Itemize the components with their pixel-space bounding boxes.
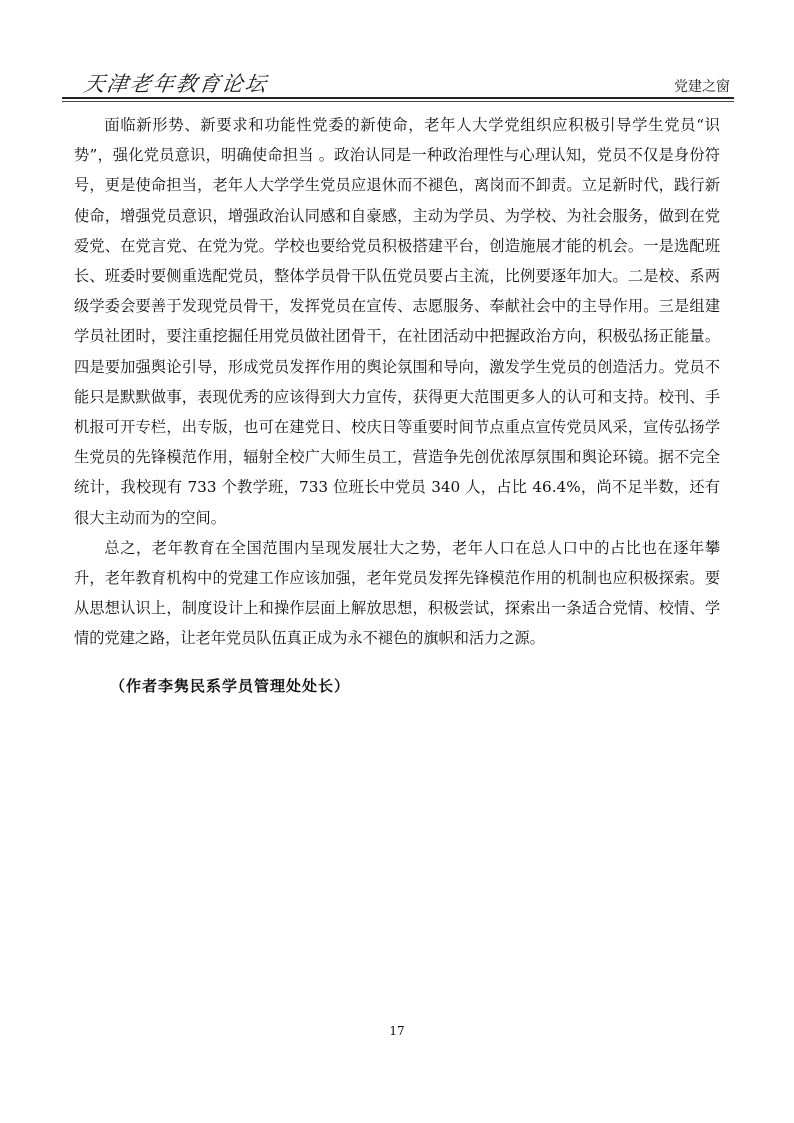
section-title: 党建之窗: [674, 79, 730, 95]
article-body: [74, 110, 720, 654]
header-divider-thin: [62, 101, 734, 102]
body-paragraph: 面临新形势、新要求和功能性党委的新使命，老年人大学党组织应积极引导学生党员“识势”，强化党员意识，明确使命担当 。政治认同是一种政治理性与心理认知，党员不仅是身份符号，更是使命担当，老年人大学学生党员应退休而不褪色，离岗而不卸责。立足新时代，践行新使命，增强党员意识，增强政治认同感和自豪感，主动为学员、为学校、为社会服务，做到在党爱党、在党言党、在党为党。学校也要给党员积极搭建平台，创造施展才能的机会。一是选配班长、班委时要侧重选配党员，整体学员骨干队伍党员要占主流，比例要逐年加大。二是校、系两级学委会要善于发现党员骨干，发挥党员在宣传、志愿服务、奉献社会中的主导作用。三是组建学员社团时，要注重挖掘任用党员做社团骨干，在社团活动中把握政治方向，积极弘扬正能量。四是要加强舆论引导，形成党员发挥作用的舆论氛围和导向，激发学生党员的创造活力。党员不能只是默默做事，表现优秀的应该得到大力宣传，获得更大范围更多人的认可和支持。校刊、手机报可开专栏，出专版，也可在建党日、校庆日等重要时间节点重点宣传党员风采，宣传弘扬学生党员的先锋模范作用，辐射全校广大师生员工，营造争先创优浓厚氛围和舆论环镜。据不完全统计，我校现有 733 个教学班，733 位班长中党员 340 人，占比 46.4%，尚不足半数，还有很大主动而为的空间。: [74, 116, 720, 527]
header-divider: [62, 97, 734, 99]
publication-logo: 天津老年教育论坛: [82, 72, 270, 96]
body-paragraph: 总之，老年教育在全国范围内呈现发展壮大之势，老年人口在总人口中的占比也在逐年攀升，老年教育机构中的党建工作应该加强，老年党员发挥先锋模范作用的机制也应积极探索。要从思想认识上，制度设计上和操作层面上解放思想，积极尝试，探索出一条适合党情、校情、学情的党建之路，让老年党员队伍真正成为永不褪色的旗帜和活力之源。: [74, 538, 720, 648]
page-number: 17: [389, 1024, 405, 1038]
author-note: （作者李隽民系学员管理处处长）: [110, 677, 351, 695]
page-header: [62, 62, 734, 100]
